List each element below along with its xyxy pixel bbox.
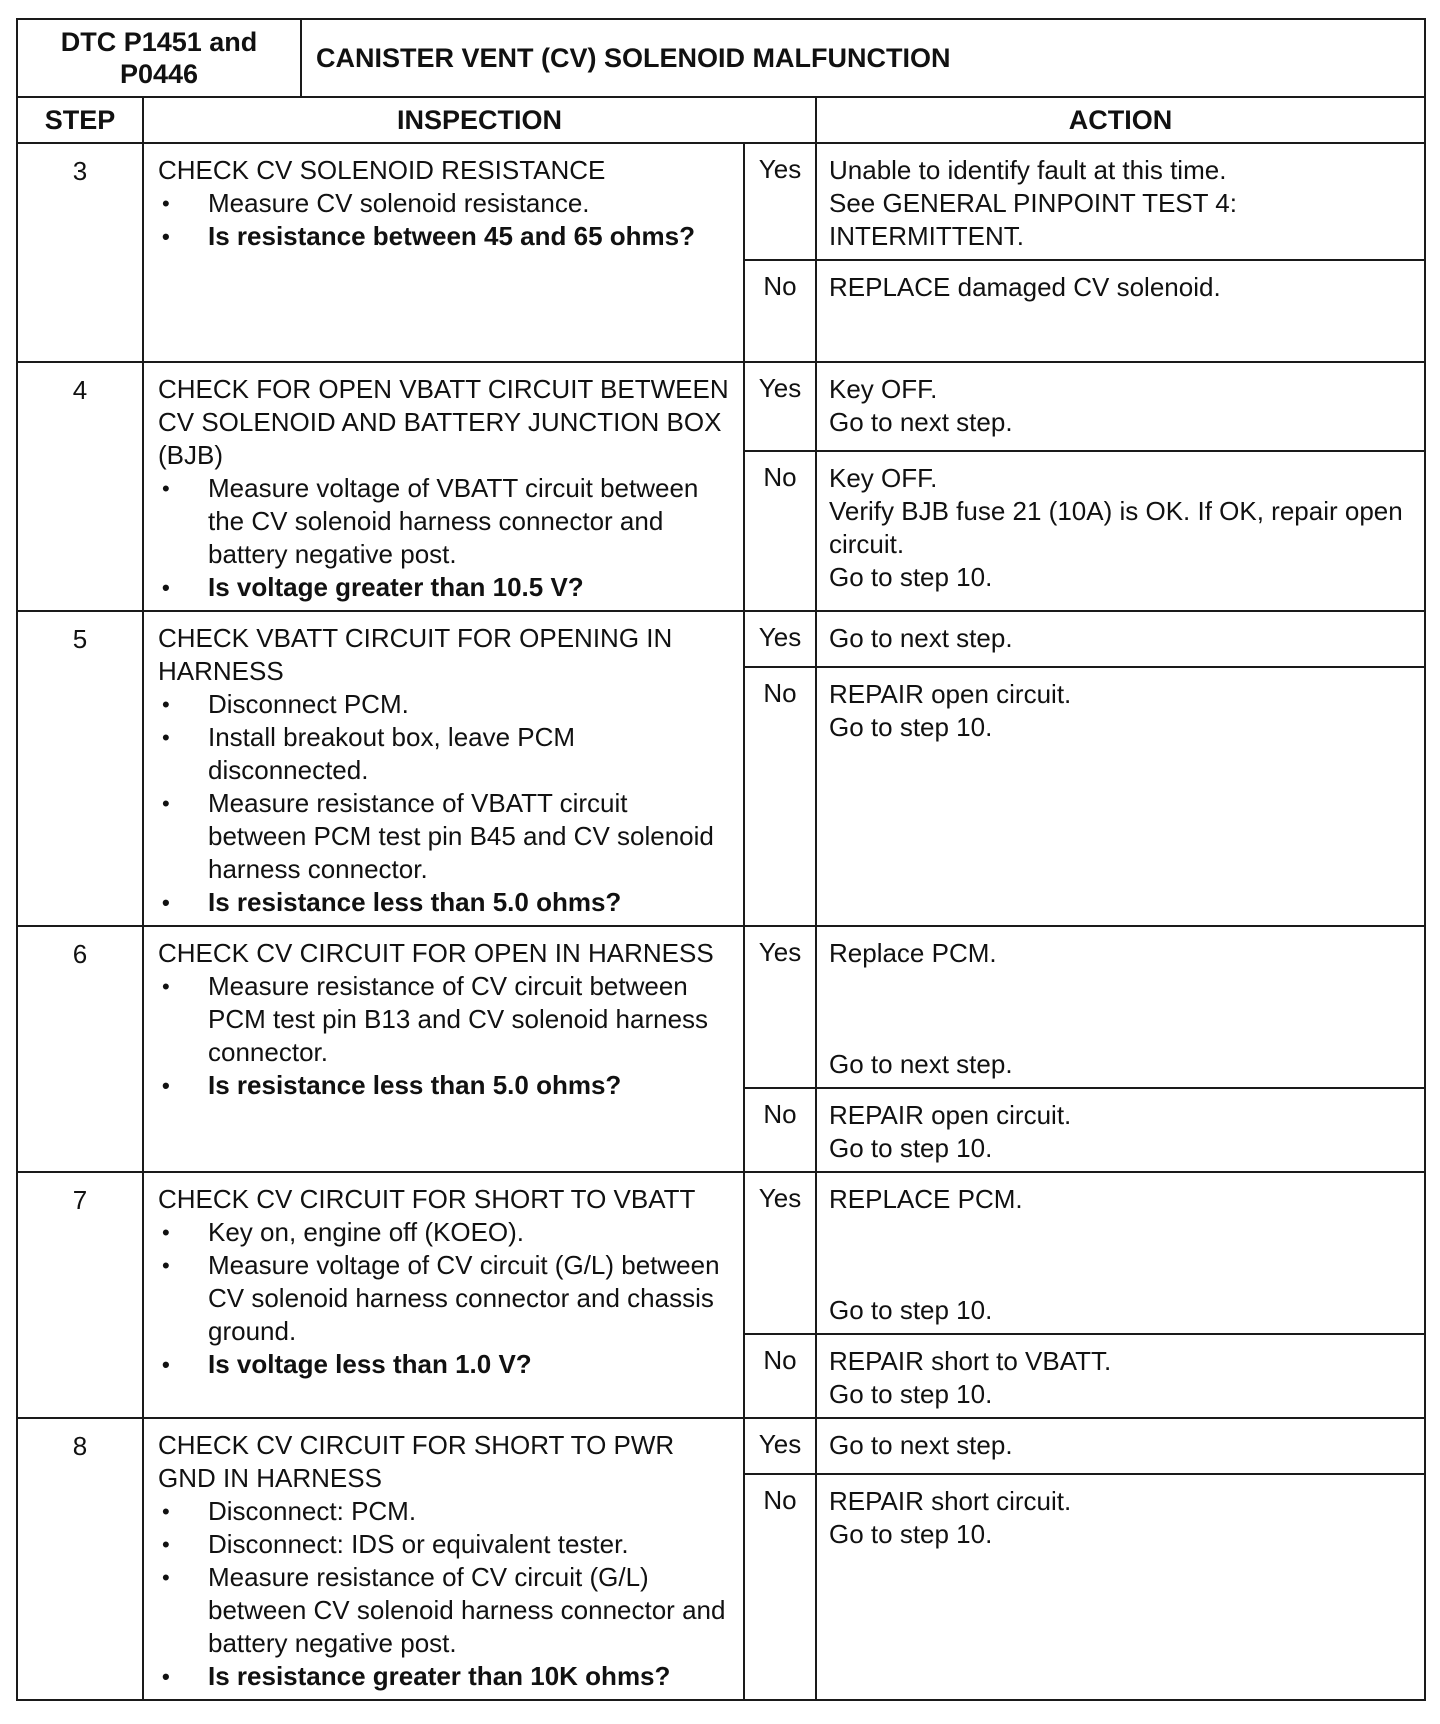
inspection-cell — [143, 143, 744, 362]
inspection-steps — [158, 970, 729, 1102]
column-header-step: STEP — [17, 97, 143, 143]
inspection-steps — [158, 472, 729, 604]
action-line: Unable to identify fault at this time. — [829, 155, 1227, 185]
no-action — [816, 1474, 1425, 1700]
inspection-title: CHECK CV CIRCUIT FOR SHORT TO VBATT — [158, 1184, 696, 1214]
dtc-table — [16, 18, 1426, 1701]
inspection-question: • Is resistance between 45 and 65 ohms? — [158, 220, 729, 253]
action-line: Go to next step. — [829, 1430, 1013, 1460]
no-action — [816, 1088, 1425, 1172]
action-line: REPLACE PCM. — [829, 1184, 1023, 1214]
page-title: CANISTER VENT (CV) SOLENOID MALFUNCTION — [301, 19, 1425, 97]
yes-action — [816, 611, 1425, 667]
step-row — [17, 611, 1425, 667]
action-line: Go to step 10. — [829, 711, 993, 742]
inspection-title: CHECK FOR OPEN VBATT CIRCUIT BETWEEN CV SOLENOID AND BATTERY JUNCTION BOX (BJB) — [158, 374, 729, 470]
inspection-question: • Is resistance less than 5.0 ohms? — [158, 886, 729, 919]
yes-action — [816, 926, 1425, 1088]
action-line: Go to next step. — [829, 1049, 1013, 1079]
inspection-bullet: • Disconnect: PCM. — [158, 1495, 729, 1528]
action-line: REPAIR short to VBATT. — [829, 1346, 1112, 1376]
inspection-bullet: • Disconnect PCM. — [158, 688, 729, 721]
step-row — [17, 1418, 1425, 1474]
action-line: Go to next step. — [829, 407, 1013, 437]
inspection-title: CHECK CV SOLENOID RESISTANCE — [158, 155, 606, 185]
inspection-question: • Is voltage less than 1.0 V? — [158, 1348, 729, 1381]
inspection-title: CHECK CV CIRCUIT FOR SHORT TO PWR GND IN HARNESS — [158, 1430, 675, 1493]
no-label: No — [744, 1088, 816, 1172]
no-action — [816, 260, 1425, 362]
yes-action — [816, 362, 1425, 451]
action-line: Replace PCM. — [829, 938, 997, 968]
action-line: REPLACE damaged CV solenoid. — [829, 272, 1221, 302]
yes-label: Yes — [744, 611, 816, 667]
inspection-question: • Is resistance less than 5.0 ohms? — [158, 1069, 729, 1102]
inspection-question: • Is resistance greater than 10K ohms? — [158, 1660, 729, 1693]
step-row — [17, 926, 1425, 1088]
step-number: 4 — [17, 362, 143, 611]
yes-label: Yes — [744, 926, 816, 1088]
inspection-question: • Is voltage greater than 10.5 V? — [158, 571, 729, 604]
inspection-cell — [143, 362, 744, 611]
yes-action — [816, 1418, 1425, 1474]
inspection-bullet: • Measure resistance of CV circuit (G/L) between CV solenoid harness connector and battery negative post. — [158, 1561, 729, 1660]
action-line: Go to step 10. — [829, 1295, 993, 1325]
no-action — [816, 1334, 1425, 1418]
inspection-title: CHECK CV CIRCUIT FOR OPEN IN HARNESS — [158, 938, 714, 968]
column-header-row — [17, 97, 1425, 143]
no-label: No — [744, 260, 816, 362]
column-header-action: ACTION — [816, 97, 1425, 143]
yes-label: Yes — [744, 362, 816, 451]
header-row — [17, 19, 1425, 97]
no-action — [816, 451, 1425, 611]
action-line: REPAIR open circuit. — [829, 678, 1072, 709]
action-line: REPAIR open circuit. — [829, 1100, 1072, 1130]
action-line: Key OFF. — [829, 463, 938, 494]
yes-label: Yes — [744, 1172, 816, 1334]
inspection-steps — [158, 187, 729, 253]
step-row — [17, 143, 1425, 260]
inspection-steps — [158, 1216, 729, 1381]
action-line: Go to next step. — [829, 623, 1013, 653]
step-number: 5 — [17, 611, 143, 926]
inspection-bullet: • Measure resistance of CV circuit between PCM test pin B13 and CV solenoid harness connector. — [158, 970, 729, 1069]
inspection-cell — [143, 611, 744, 926]
inspection-cell — [143, 1418, 744, 1700]
action-line: See GENERAL PINPOINT TEST 4: INTERMITTENT. — [829, 188, 1237, 251]
inspection-bullet: • Disconnect: IDS or equivalent tester. — [158, 1528, 729, 1561]
inspection-bullet: • Install breakout box, leave PCM disconnected. — [158, 721, 729, 787]
column-header-inspection: INSPECTION — [143, 97, 816, 143]
yes-action — [816, 1172, 1425, 1334]
inspection-title: CHECK VBATT CIRCUIT FOR OPENING IN HARNESS — [158, 623, 673, 686]
step-number: 8 — [17, 1418, 143, 1700]
inspection-bullet: • Measure voltage of VBATT circuit between the CV solenoid harness connector and battery negative post. — [158, 472, 729, 571]
step-number: 6 — [17, 926, 143, 1172]
inspection-cell — [143, 1172, 744, 1418]
yes-action — [816, 143, 1425, 260]
inspection-steps — [158, 688, 729, 919]
action-line: Go to step 10. — [829, 562, 993, 593]
inspection-cell — [143, 926, 744, 1172]
inspection-bullet: • Measure resistance of VBATT circuit between PCM test pin B45 and CV solenoid harness connector. — [158, 787, 729, 886]
no-label: No — [744, 1334, 816, 1418]
action-line: Go to step 10. — [829, 1518, 993, 1549]
step-number: 3 — [17, 143, 143, 362]
action-line: Go to step 10. — [829, 1379, 993, 1409]
no-label: No — [744, 667, 816, 926]
yes-label: Yes — [744, 143, 816, 260]
no-action — [816, 667, 1425, 926]
inspection-bullet: • Measure voltage of CV circuit (G/L) between CV solenoid harness connector and chassis ground. — [158, 1249, 729, 1348]
action-line: Key OFF. — [829, 374, 938, 404]
step-number: 7 — [17, 1172, 143, 1418]
action-line: Verify BJB fuse 21 (10A) is OK. If OK, repair open circuit. — [829, 496, 1403, 560]
inspection-bullet: • Measure CV solenoid resistance. — [158, 187, 729, 220]
no-label: No — [744, 451, 816, 611]
step-row — [17, 362, 1425, 451]
action-line: Go to step 10. — [829, 1133, 993, 1163]
no-label: No — [744, 1474, 816, 1700]
dtc-code: DTC P1451 and P0446 — [17, 19, 301, 97]
inspection-bullet: • Key on, engine off (KOEO). — [158, 1216, 729, 1249]
inspection-steps — [158, 1495, 729, 1693]
yes-label: Yes — [744, 1418, 816, 1474]
action-line: REPAIR short circuit. — [829, 1485, 1072, 1516]
step-row — [17, 1172, 1425, 1334]
